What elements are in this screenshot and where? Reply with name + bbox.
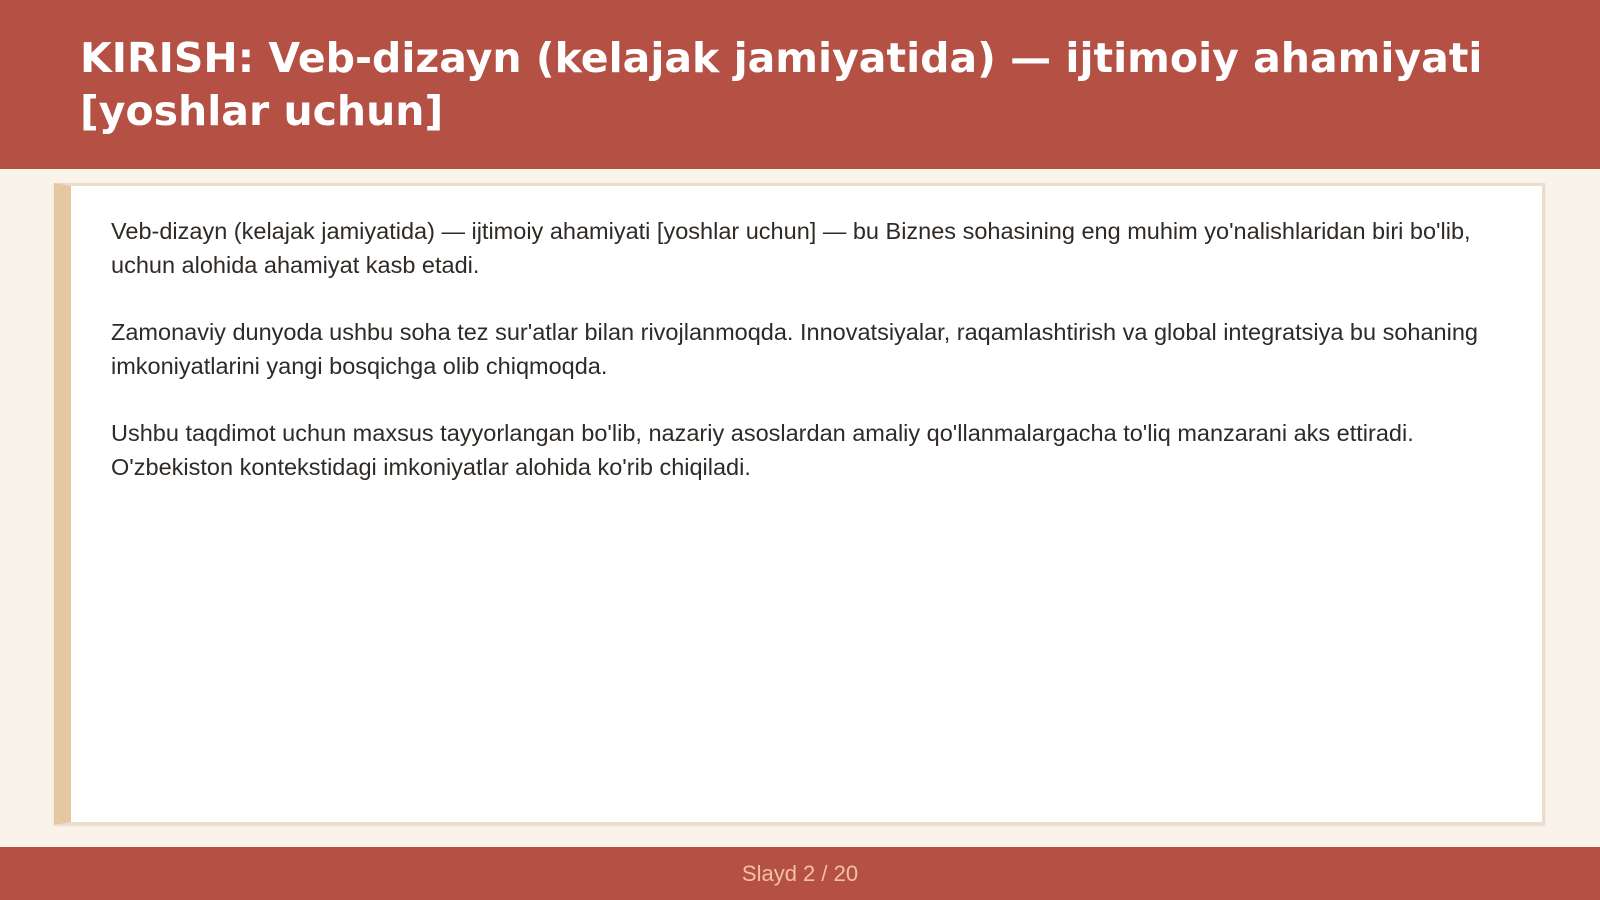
development-paragraph: Zamonaviy dunyoda ushbu soha tez sur'atlar bilan rivojlanmoqda. Innovatsiyalar, raqamlashtirish va global integratsiya bu sohaning imkoniyatlarini yangi bosqichga olib chiqmoqda. xyxy=(111,319,1478,379)
slide-counter: Slayd 2 / 20 xyxy=(741,860,859,886)
content-card xyxy=(54,183,1545,825)
slide-title: KIRISH: Veb-dizayn (kelajak jamiyatida) — ijtimoiy ahamiyati [yoshlar uchun] xyxy=(80,34,1483,135)
slide-footer xyxy=(0,847,1600,900)
presentation-paragraph: Ushbu taqdimot uchun maxsus tayyorlangan bo'lib, nazariy asoslardan amaliy qo'llanmalargacha to'liq manzarani aks ettiradi. O'zbekiston kontekstidagi imkoniyatlar alohida ko'rib chiqiladi. xyxy=(111,420,1414,480)
slide-header xyxy=(0,0,1600,169)
intro-paragraph: Veb-dizayn (kelajak jamiyatida) — ijtimoiy ahamiyati [yoshlar uchun] — bu Biznes sohasining eng muhim yo'nalishlaridan biri bo'lib, uchun alohida ahamiyat kasb etadi. xyxy=(111,218,1471,278)
